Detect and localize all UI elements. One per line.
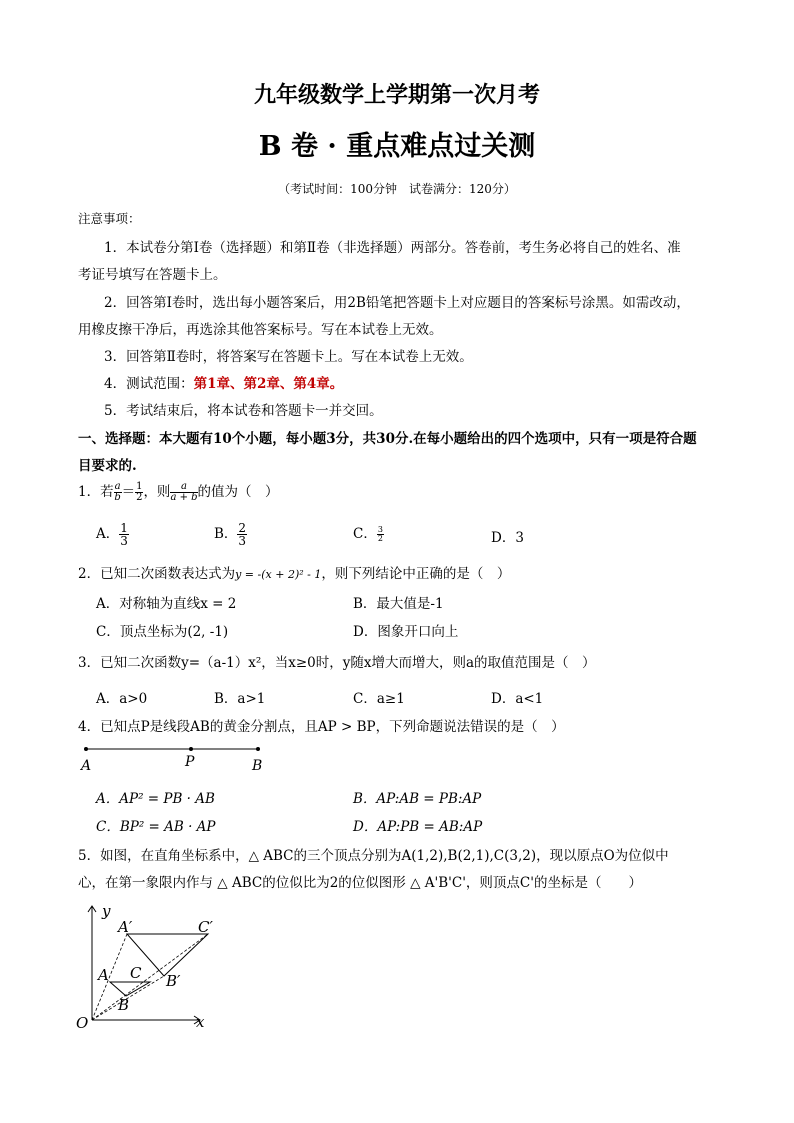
point-p-dot [189, 747, 193, 751]
note-5: 5．考试结束后，将本试卷和答题卡一并交回。 [104, 403, 383, 419]
q1-expr-fraction [170, 482, 197, 503]
triangle-abc [110, 982, 150, 996]
q1-expr-den: a + b [170, 492, 198, 503]
q4-option-b[interactable]: B．AP:AB = PB:AP [353, 791, 482, 807]
q1-cond-den: b [114, 492, 121, 503]
label-c: C [130, 964, 142, 982]
label-b: B [252, 758, 263, 774]
q3-option-d[interactable]: D．a<1 [491, 691, 544, 707]
q1-option-c-label: C． [353, 526, 377, 542]
q5-stem-line-2: 心，在第一象限内作与 △ ABC的位似比为2的位似图形 △ A'B'C'，则顶点C'的坐标是（ ） [78, 875, 642, 891]
q2-stem [78, 562, 510, 582]
notes-heading: 注意事项： [78, 211, 141, 226]
q3-option-c[interactable]: C．a≥1 [353, 691, 405, 707]
q1-option-c-den: 2 [377, 534, 383, 543]
label-b-prime: B′ [166, 972, 181, 990]
label-a-prime: A′ [118, 918, 133, 936]
q5-stem-line-1: 5．如图，在直角坐标系中，△ ABC的三个顶点分别为A(1,2),B(2,1),C(3,2)，现以原点O为位似中 [78, 848, 669, 864]
q1-option-b-num: 2 [238, 521, 247, 535]
q1-expr-num: a [170, 482, 197, 493]
q2-formula: y = -(x + 2)² - 1 [235, 568, 322, 581]
exam-subtitle: B 卷 · 重点难点过关测 [258, 131, 536, 162]
label-x: x [196, 1013, 205, 1031]
q1-mid: ，则 [143, 484, 171, 500]
note-2-line-2: 用橡皮擦干净后，再选涂其他答案标号。写在本试卷上无效。 [78, 322, 443, 338]
note-1-line-1: 1．本试卷分第Ⅰ卷（选择题）和第Ⅱ卷（非选择题）两部分。答卷前，考生务必将自己的姓名、准 [104, 240, 681, 256]
q2-option-d[interactable]: D．图象开口向上 [353, 624, 459, 640]
q3-option-b[interactable]: B．a>1 [214, 691, 266, 707]
q1-suffix: 的值为（ ） [197, 484, 279, 500]
q2-stem-prefix: 2．已知二次函数表达式为 [78, 566, 236, 582]
q2-option-c[interactable]: C．顶点坐标为(2, -1) [96, 624, 229, 640]
section-1-line-2: 目要求的. [78, 458, 137, 474]
q1-cond-num: a [114, 481, 121, 492]
q1-option-b-label: B． [214, 526, 238, 542]
label-a: A [98, 966, 109, 984]
point-b-dot [256, 747, 260, 751]
note-4 [104, 372, 343, 392]
note-2-line-1: 2．回答第Ⅰ卷时，选出每小题答案后，用2B铅笔把答题卡上对应题目的答案标号涂黑。如需改动， [104, 295, 690, 311]
q4-option-d[interactable]: D．AP:PB = AB:AP [353, 819, 483, 835]
q2-option-a[interactable]: A．对称轴为直线x = 2 [96, 596, 237, 612]
q5-coordinate-figure [70, 898, 230, 1034]
q1-half-den: 2 [136, 492, 143, 503]
label-y: y [102, 902, 111, 920]
label-c-prime: C′ [198, 918, 213, 936]
q1-prefix: 1．若 [78, 484, 114, 500]
q1-option-b[interactable] [214, 522, 247, 547]
q1-stem [78, 482, 279, 503]
q1-option-a[interactable] [96, 522, 129, 547]
note-4-prefix: 4．测试范围： [104, 376, 194, 392]
q1-option-a-label: A． [96, 526, 120, 542]
q1-half-num: 1 [136, 481, 143, 492]
q1-option-a-den: 3 [120, 534, 128, 548]
q1-cond-fraction [114, 482, 122, 503]
q4-option-c[interactable]: C．BP² = AB · AP [96, 819, 216, 835]
label-p: P [185, 754, 195, 770]
q2-stem-suffix: ，则下列结论中正确的是（ ） [321, 566, 511, 582]
q1-option-c-num: 3 [377, 525, 383, 534]
test-range: 第1章、第2章、第4章 [193, 376, 330, 392]
q1-option-c-fraction [377, 526, 384, 543]
q4-segment-figure [78, 740, 278, 776]
exam-title: 九年级数学上学期第一次月考 [253, 82, 540, 108]
label-o: O [76, 1014, 89, 1032]
section-1-line-1: 一、选择题：本大题有10个小题，每小题3分，共30分.在每小题给出的四个选项中，只有一项是符合题 [78, 431, 697, 447]
q1-option-b-den: 3 [238, 534, 247, 548]
note-1-line-2: 考证号填写在答题卡上。 [78, 267, 227, 283]
q1-option-d[interactable]: D．3 [491, 530, 524, 546]
point-a-dot [84, 747, 88, 751]
q1-option-c[interactable] [353, 522, 384, 543]
q4-stem: 4．已知点P是线段AB的黄金分割点，且AP > BP，下列命题说法错误的是（ ） [78, 719, 565, 735]
q1-option-a-fraction [119, 522, 129, 547]
q3-stem: 3．已知二次函数y=（a-1）x²，当x≥0时，y随x增大而增大，则a的取值范围是（ ） [78, 655, 596, 671]
note-3: 3．回答第Ⅱ卷时，将答案写在答题卡上。写在本试卷上无效。 [104, 349, 473, 365]
note-4-suffix: 。 [329, 376, 344, 392]
q3-option-a[interactable]: A．a>0 [96, 691, 148, 707]
label-a: A [81, 758, 92, 774]
label-b: B [118, 996, 130, 1014]
q4-option-a[interactable]: A．AP² = PB · AB [96, 791, 215, 807]
q1-option-b-fraction [237, 522, 247, 547]
q1-eq: ＝ [121, 484, 136, 500]
q1-option-a-num: 1 [120, 521, 128, 535]
exam-info: （考试时间：100分钟 试卷满分：120分） [278, 182, 516, 196]
q2-option-b[interactable]: B．最大值是-1 [353, 596, 444, 612]
